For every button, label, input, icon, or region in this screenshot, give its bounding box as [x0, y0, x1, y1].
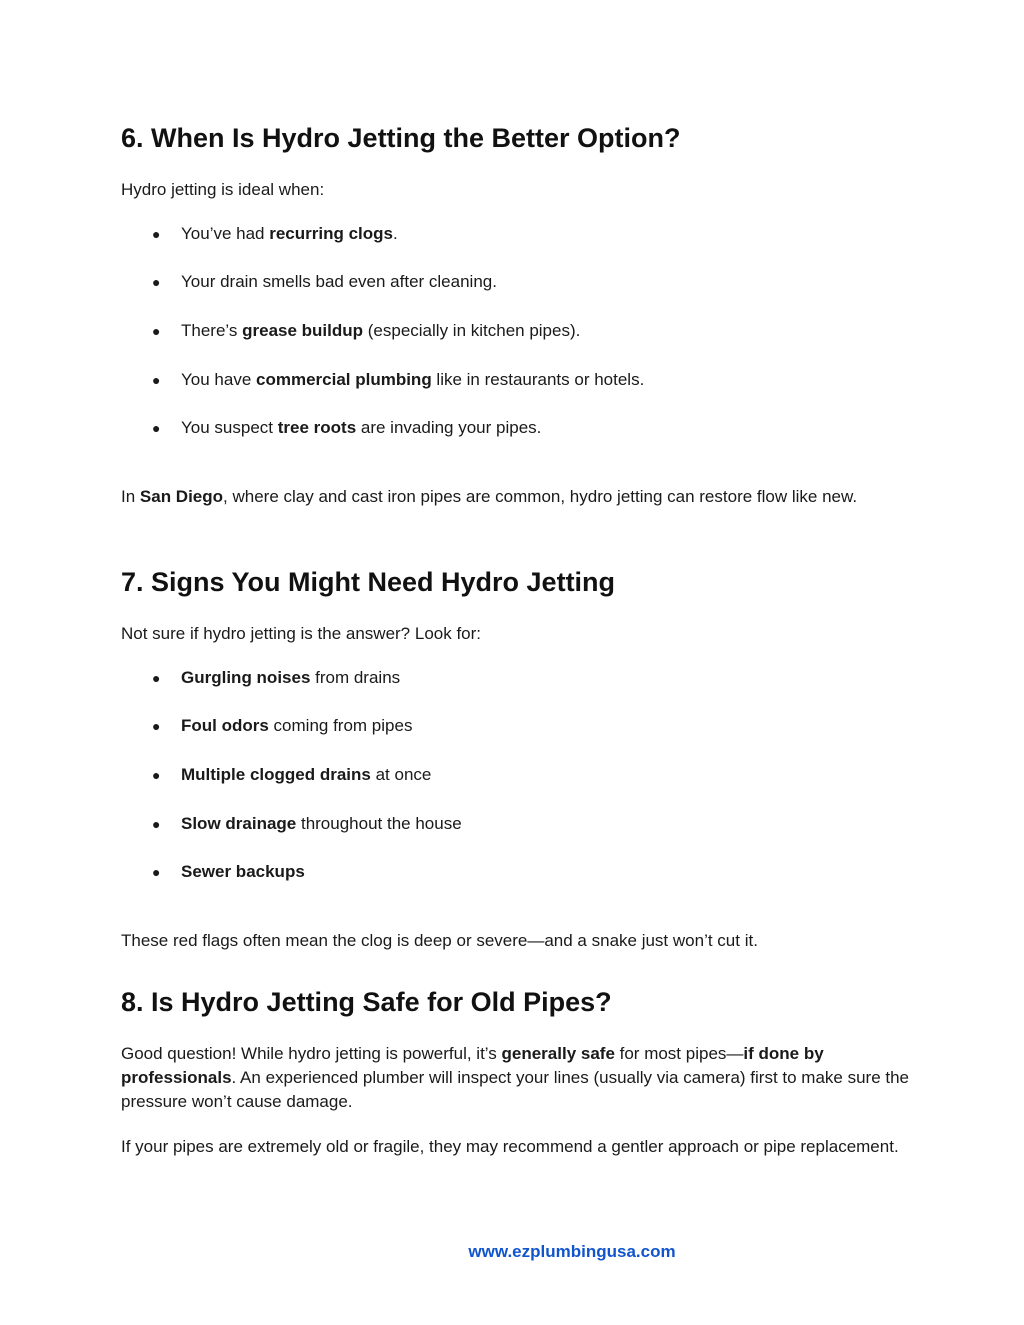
bullet-icon: ●: [152, 226, 161, 242]
bullet-icon: ●: [152, 323, 161, 339]
section-7-heading: 7. Signs You Might Need Hydro Jetting: [121, 567, 616, 597]
bullet-icon: ●: [152, 372, 161, 388]
section-7-intro: Not sure if hydro jetting is the answer? Look for:: [121, 624, 482, 643]
footer-website-link[interactable]: www.ezplumbingusa.com: [468, 1242, 676, 1261]
section-8-paragraph-2: If your pipes are extremely old or fragile, they may recommend a gentler approach or pipe replacement.: [121, 1137, 899, 1156]
document-page: 6. When Is Hydro Jetting the Better Option? Hydro jetting is ideal when: ● You’ve had recurring clogs. ● Your drain smells bad even after cleaning. ● There’s grease buildup (especially in kitchen pipes). ● You have commercial plumbing like in restaurants or hotels. ● You suspect tree roots are invading your pipes. In San Diego, where clay and cast iron pipes are common, hydro jetting can restore flow like new. 7. Signs You Might Need Hydro Jetting Not sure if hydro jetting is the answer? Look for: ● Gurgling noises from drains ● Foul odors coming from pipes ● Multiple clogged drains at once ● Slow drainage throughout the house ● Sewer backups These red flags often mean the clog is deep or severe—and a snake just won’t cut it. 8. Is Hydro Jetting Safe for Old Pipes? Good question! While hydro jetting is powerful, it’s generally safe for most pipes—if done by professionals. An experienced plumber will inspect your lines (usually via camera) first to make sure the pressure won’t cause damage. If your pipes are extremely old or fragile, they may recommend a gentler approach or pipe replacement. www.ezplumbingusa.com: [0, 0, 1024, 1325]
bullet-icon: ●: [152, 420, 161, 436]
bullet-icon: ●: [152, 718, 161, 734]
section-7-closing: These red flags often mean the clog is deep or severe—and a snake just won’t cut it.: [121, 931, 758, 950]
bullet-icon: ●: [152, 767, 161, 783]
bullet-icon: ●: [152, 670, 161, 686]
section-8-heading: 8. Is Hydro Jetting Safe for Old Pipes?: [121, 987, 612, 1017]
bullet-icon: ●: [152, 864, 161, 880]
section-6-intro: Hydro jetting is ideal when:: [121, 180, 325, 199]
section-8-paragraph-1: Good question! While hydro jetting is powerful, it’s generally safe for most pipes—if done by professionals. An experienced plumber will inspect your lines (usually via camera) first to make sure the pressure won’t cause damage.: [121, 1044, 910, 1111]
bullet-icon: ●: [152, 816, 161, 832]
section-6-closing: In San Diego, where clay and cast iron pipes are common, hydro jetting can restore flow like new.: [121, 487, 858, 506]
section-6-heading: 6. When Is Hydro Jetting the Better Option?: [121, 123, 681, 153]
bullet-icon: ●: [152, 274, 161, 290]
